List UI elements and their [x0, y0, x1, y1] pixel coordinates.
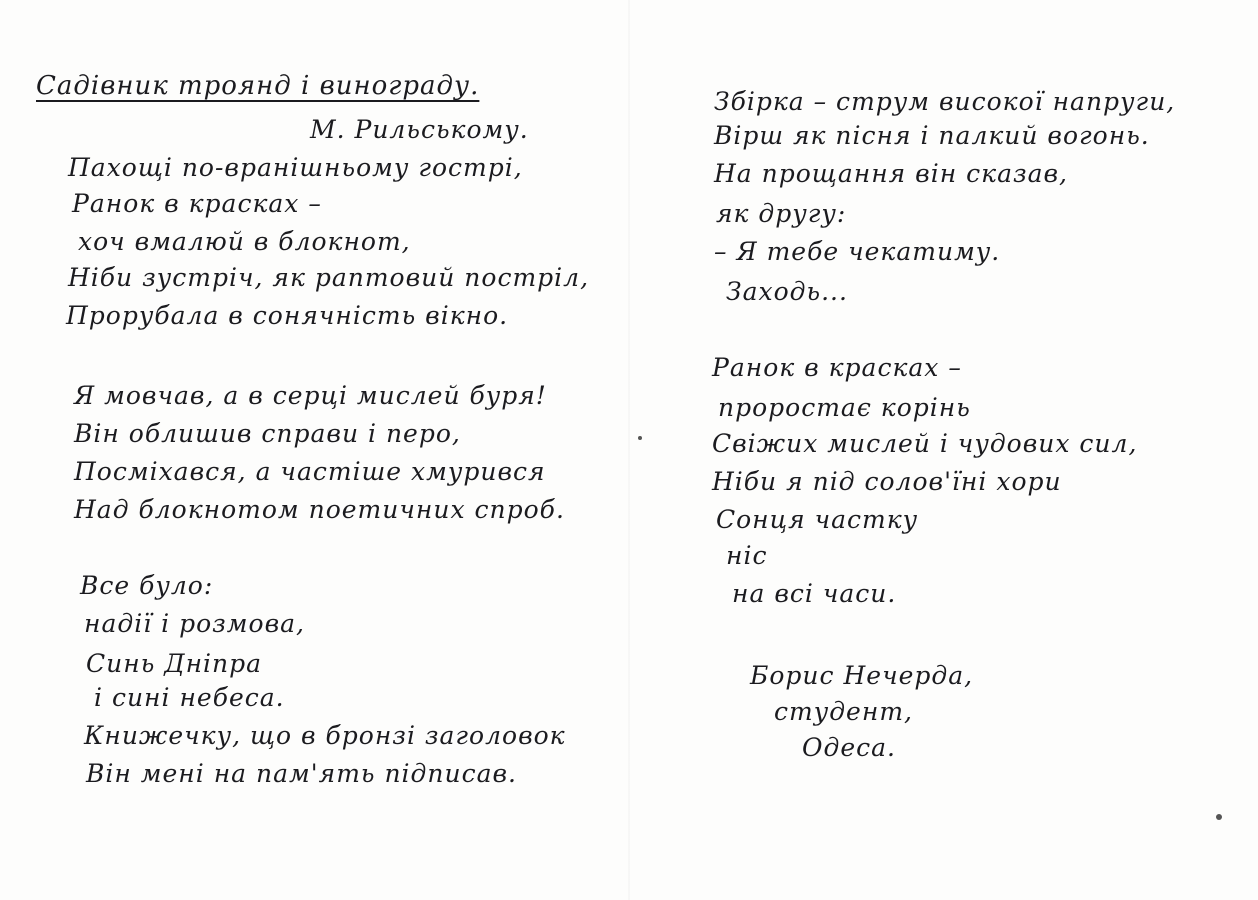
verse-line: ніс: [726, 541, 768, 570]
verse-line: як другу:: [716, 199, 847, 228]
author-city: Одеса.: [802, 733, 896, 762]
verse-line: Вірш як пісня і палкий вогонь.: [714, 121, 1150, 150]
verse-line: Над блокнотом поетичних спроб.: [74, 495, 565, 524]
verse-line: на всі часи.: [732, 579, 897, 608]
verse-line: Ніби зустріч, як раптовий постріл,: [68, 263, 590, 292]
verse-line: Все було:: [80, 571, 214, 600]
verse-line: Заходь...: [726, 277, 848, 306]
verse-line: проростає корінь: [718, 393, 971, 422]
verse-line: і сині небеса.: [94, 683, 285, 712]
verse-line: Прорубала в сонячність вікно.: [66, 301, 509, 330]
verse-line: Ранок в красках –: [72, 189, 322, 218]
verse-line: Книжечку, що в бронзі заголовок: [84, 721, 566, 750]
verse-line: Ранок в красках –: [712, 353, 962, 382]
verse-line: Пахощі по-вранішньому гострі,: [68, 153, 523, 182]
verse-line: Посміхався, а частіше хмурився: [74, 457, 546, 486]
verse-line: Ніби я під солов'їні хори: [712, 467, 1062, 496]
verse-line: Синь Дніпра: [86, 649, 263, 678]
author-name: Борис Нечерда,: [750, 661, 974, 690]
verse-line: – Я тебе чекатиму.: [714, 237, 1001, 266]
verse-line: На прощання він сказав,: [714, 159, 1069, 188]
verse-line: Збірка – струм високої напруги,: [714, 87, 1176, 116]
verse-line: Свіжих мислей і чудових сил,: [712, 429, 1138, 458]
verse-line: надії і розмова,: [84, 609, 305, 638]
verse-line: хоч вмалюй в блокнот,: [78, 227, 411, 256]
author-role: студент,: [774, 697, 913, 726]
verse-line: Сонця частку: [716, 505, 919, 534]
page-fold: [628, 0, 630, 900]
poem-dedication: М. Рильському.: [310, 115, 529, 144]
scan-speck: [638, 436, 642, 440]
verse-line: Він мені на пам'ять підписав.: [86, 759, 518, 788]
verse-line: Я мовчав, а в серці мислей буря!: [74, 381, 547, 410]
verse-line: Він облишив справи і перо,: [74, 419, 461, 448]
poem-title: Садівник троянд і винограду.: [36, 71, 480, 101]
scan-speck: [1216, 814, 1222, 820]
